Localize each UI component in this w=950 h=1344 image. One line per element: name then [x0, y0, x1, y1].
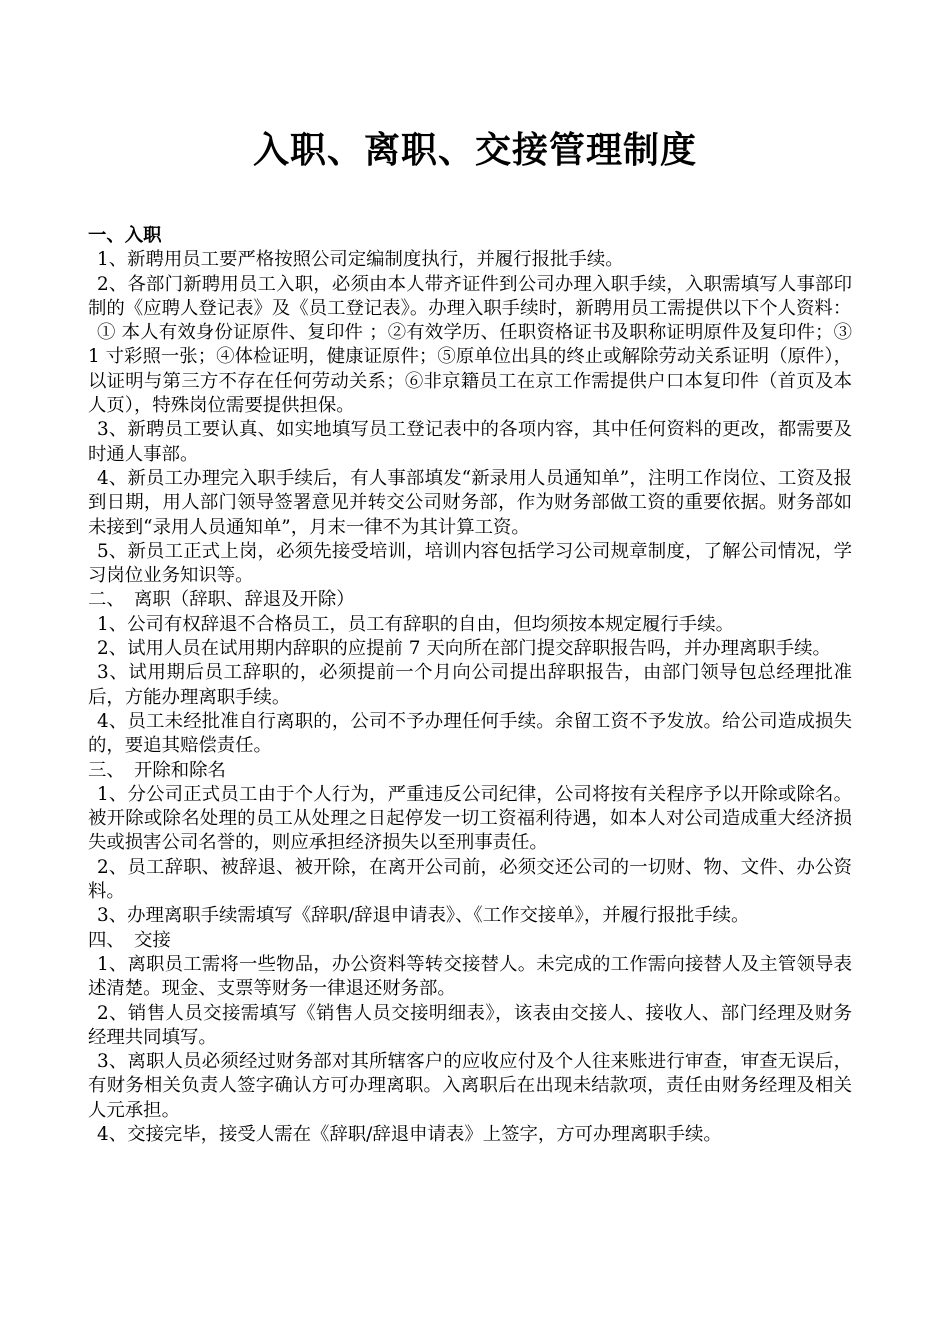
onboarding-item-4: 4、新员工办理完入职手续后，有人事部填发“新录用人员通知单”，注明工作岗位、工资及报到日期，用人部门领导签署意见并转交公司财务部，作为财务部做工资的重要依据。财务部如未接到“录用人员通知单”，月末一律不为其计算工资。 [88, 467, 852, 538]
section-heading-dismissal: 三、 开除和除名 [88, 759, 226, 781]
dismissal-item-1: 1、分公司正式员工由于个人行为，严重违反公司纪律，公司将按有关程序予以开除或除名。被开除或除名处理的员工从处理之日起停发一切工资福利待遇，如本人对公司造成重大经济损失或损害公司名誉的，则应承担经济损失以至刑事责任。 [88, 783, 852, 854]
dismissal-item-2: 2、员工辞职、被辞退、被开除，在离开公司前，必须交还公司的一切财、物、文件、办公资料。 [88, 856, 852, 903]
resignation-item-2: 2、试用人员在试用期内辞职的应提前 7 天向所在部门提交辞职报告吗，并办理离职手续。 [97, 638, 831, 660]
section-heading-resignation: 二、 离职（辞职、辞退及开除） [88, 589, 355, 611]
handover-item-4: 4、交接完毕，接受人需在《辞职/辞退申请表》上签字，方可办理离职手续。 [97, 1123, 722, 1145]
dismissal-item-3: 3、办理离职手续需填写《辞职/辞退申请表》、《工作交接单》，并履行报批手续。 [97, 905, 750, 927]
resignation-item-1: 1、公司有权辞退不合格员工，员工有辞职的自由，但均须按本规定履行手续。 [97, 613, 734, 635]
onboarding-item-5: 5、新员工正式上岗，必须先接受培训，培训内容包括学习公司规章制度，了解公司情况，学习岗位业务知识等。 [88, 540, 852, 587]
resignation-item-4: 4、员工未经批准自行离职的，公司不予办理任何手续。余留工资不予发放。给公司造成损失的，要追其赔偿责任。 [88, 710, 852, 757]
handover-item-1: 1、离职员工需将一些物品，办公资料等转交接替人。未完成的工作需向接替人及主管领导表述清楚。现金、支票等财务一律退还财务部。 [88, 953, 852, 1000]
document-body [88, 224, 852, 1147]
resignation-item-3: 3、试用期后员工辞职的，必须提前一个月向公司提出辞职报告，由部门领导包总经理批准后，方能办理离职手续。 [88, 662, 852, 708]
onboarding-item-2: 2、各部门新聘用员工入职，必须由本人带齐证件到公司办理入职手续，入职需填写人事部印制的《应聘人登记表》及《员工登记表》。办理入职手续时，新聘用员工需提供以下个人资料： [88, 273, 852, 319]
handover-item-2: 2、销售人员交接需填写《销售人员交接明细表》，该表由交接人、接收人、部门经理及财务经理共同填写。 [88, 1002, 852, 1048]
section-heading-onboarding: 一、入职 [88, 225, 162, 246]
onboarding-documents-list: ① 本人有效身份证原件、复印件 ；②有效学历、任职资格证书及职称证明原件及复印件；③ 1 寸彩照一张；④体检证明，健康证原件；⑤原单位出具的终止或解除劳动关系证明（原件），以证明与第三方不存在任何劳动关系；⑥非京籍员工在京工作需提供户口本复印件（首页及本人页），特殊岗位需要提供担保。 [88, 322, 852, 417]
page-title: 入职、离职、交接管理制度 [252, 129, 697, 171]
handover-item-3: 3、离职人员必须经过财务部对其所辖客户的应收应付及个人往来账进行审查，审查无误后，有财务相关负责人签字确认方可办理离职。入离职后在出现未结款项，责任由财务经理及相关人元承担。 [88, 1051, 852, 1121]
onboarding-item-3: 3、新聘员工要认真、如实地填写员工登记表中的各项内容，其中任何资料的更改，都需要及时通人事部。 [88, 419, 852, 465]
section-heading-handover: 四、 交接 [88, 929, 171, 951]
onboarding-item-1: 1、新聘用员工要严格按照公司定编制度执行，并履行报批手续。 [97, 249, 624, 271]
